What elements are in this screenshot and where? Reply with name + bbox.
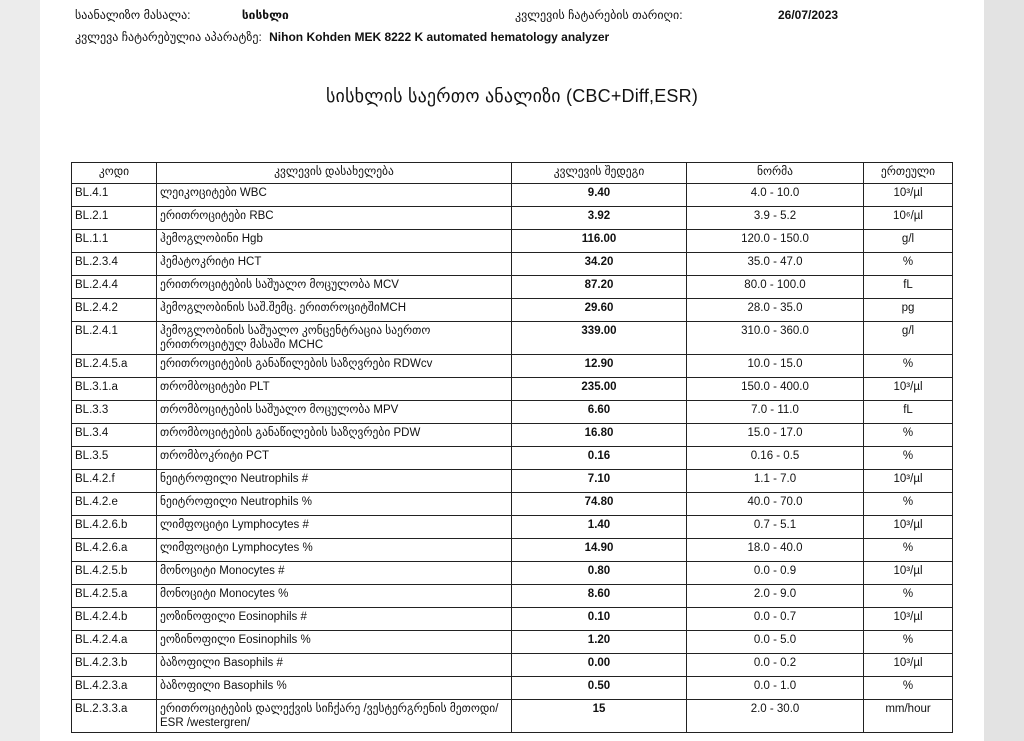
table-row bbox=[72, 447, 953, 470]
cell-norm: 0.0 - 5.0 bbox=[687, 631, 864, 654]
cell-norm: 150.0 - 400.0 bbox=[687, 378, 864, 401]
cell-result: 87.20 bbox=[512, 276, 687, 299]
cell-norm: 120.0 - 150.0 bbox=[687, 230, 864, 253]
report-title: სისხლის საერთო ანალიზი (CBC+Diff,ESR) bbox=[325, 86, 699, 106]
date-label: კვლევის ჩატარების თარიღი: bbox=[515, 8, 683, 22]
cell-norm: 0.0 - 0.2 bbox=[687, 654, 864, 677]
col-header-unit: ერთეული bbox=[864, 163, 953, 184]
date-value-wrap bbox=[778, 8, 838, 22]
cell-code: BL.3.5 bbox=[72, 447, 157, 470]
cell-code: BL.3.1.a bbox=[72, 378, 157, 401]
cell-code: BL.1.1 bbox=[72, 230, 157, 253]
table-row bbox=[72, 516, 953, 539]
cell-unit: % bbox=[864, 355, 953, 378]
cell-unit: % bbox=[864, 631, 953, 654]
table-row bbox=[72, 299, 953, 322]
cell-result: 116.00 bbox=[512, 230, 687, 253]
date-value: 26/07/2023 bbox=[778, 8, 839, 22]
cell-code: BL.4.2.5.a bbox=[72, 585, 157, 608]
cell-result: 0.10 bbox=[512, 608, 687, 631]
device-value: Nihon Kohden MEK 8222 K automated hematology analyzer bbox=[269, 30, 610, 44]
col-header-result: კვლევის შედეგი bbox=[512, 163, 687, 184]
cell-result: 0.80 bbox=[512, 562, 687, 585]
cell-norm: 28.0 - 35.0 bbox=[687, 299, 864, 322]
cell-norm: 0.16 - 0.5 bbox=[687, 447, 864, 470]
cell-code: BL.4.2.5.b bbox=[72, 562, 157, 585]
table-header-row bbox=[72, 163, 953, 184]
device-label: კვლევა ჩატარებულია აპარატზე: bbox=[75, 30, 262, 44]
cell-code: BL.2.4.5.a bbox=[72, 355, 157, 378]
table-row bbox=[72, 378, 953, 401]
cell-code: BL.4.2.6.a bbox=[72, 539, 157, 562]
cell-result: 6.60 bbox=[512, 401, 687, 424]
cell-code: BL.2.4.2 bbox=[72, 299, 157, 322]
cell-unit: 10³/µl bbox=[864, 378, 953, 401]
cell-norm: 2.0 - 30.0 bbox=[687, 700, 864, 733]
cell-norm: 0.0 - 0.9 bbox=[687, 562, 864, 585]
material-value: სისხლი bbox=[241, 8, 289, 22]
cell-code: BL.2.4.1 bbox=[72, 322, 157, 355]
cell-unit: % bbox=[864, 677, 953, 700]
cell-code: BL.4.2.3.a bbox=[72, 677, 157, 700]
cell-test-name: მონოციტი Monocytes % bbox=[157, 585, 512, 608]
cell-unit: 10⁶/µl bbox=[864, 207, 953, 230]
cell-norm: 4.0 - 10.0 bbox=[687, 184, 864, 207]
cell-result: 16.80 bbox=[512, 424, 687, 447]
cell-result: 7.10 bbox=[512, 470, 687, 493]
cell-test-name: ბაზოფილი Basophils # bbox=[157, 654, 512, 677]
cell-test-name: ჰემოგლობინის საშუალო კონცენტრაცია საერთო ერითროციტულ მასაში MCHC bbox=[157, 322, 512, 355]
cell-norm: 2.0 - 9.0 bbox=[687, 585, 864, 608]
cell-unit: 10³/µl bbox=[864, 184, 953, 207]
cell-norm: 310.0 - 360.0 bbox=[687, 322, 864, 355]
table-row bbox=[72, 677, 953, 700]
date-line bbox=[515, 8, 683, 22]
cell-test-name: ჰემოგლობინი Hgb bbox=[157, 230, 512, 253]
cell-unit: % bbox=[864, 585, 953, 608]
col-header-code: კოდი bbox=[72, 163, 157, 184]
cell-norm: 18.0 - 40.0 bbox=[687, 539, 864, 562]
cell-code: BL.4.2.4.b bbox=[72, 608, 157, 631]
cell-unit: fL bbox=[864, 276, 953, 299]
table-row bbox=[72, 493, 953, 516]
cell-test-name: ერითროციტების დალექვის სიჩქარე /ვესტერგრენის მეთოდი/ ESR /westergren/ bbox=[157, 700, 512, 733]
cell-code: BL.4.2.4.a bbox=[72, 631, 157, 654]
cell-norm: 10.0 - 15.0 bbox=[687, 355, 864, 378]
cell-result: 74.80 bbox=[512, 493, 687, 516]
cell-code: BL.4.2.3.b bbox=[72, 654, 157, 677]
cell-result: 1.20 bbox=[512, 631, 687, 654]
table-row bbox=[72, 539, 953, 562]
cell-unit: % bbox=[864, 424, 953, 447]
cell-code: BL.4.2.e bbox=[72, 493, 157, 516]
cell-result: 34.20 bbox=[512, 253, 687, 276]
report-page bbox=[40, 0, 984, 741]
cell-unit: mm/hour bbox=[864, 700, 953, 733]
cell-result: 0.16 bbox=[512, 447, 687, 470]
cell-norm: 0.0 - 1.0 bbox=[687, 677, 864, 700]
table-row bbox=[72, 562, 953, 585]
cell-test-name: ლიმფოციტი Lymphocytes # bbox=[157, 516, 512, 539]
table-row bbox=[72, 253, 953, 276]
cell-unit: 10³/µl bbox=[864, 470, 953, 493]
cell-test-name: ეოზინოფილი Eosinophils # bbox=[157, 608, 512, 631]
cell-result: 29.60 bbox=[512, 299, 687, 322]
table-row bbox=[72, 401, 953, 424]
cell-unit: pg bbox=[864, 299, 953, 322]
cell-test-name: ნეიტროფილი Neutrophils % bbox=[157, 493, 512, 516]
cell-test-name: მონოციტი Monocytes # bbox=[157, 562, 512, 585]
table-row bbox=[72, 631, 953, 654]
cell-code: BL.2.4.4 bbox=[72, 276, 157, 299]
table-row bbox=[72, 608, 953, 631]
cell-test-name: ლეიკოციტები WBC bbox=[157, 184, 512, 207]
cell-result: 9.40 bbox=[512, 184, 687, 207]
cell-result: 14.90 bbox=[512, 539, 687, 562]
device-line bbox=[75, 30, 609, 44]
material-line bbox=[75, 8, 289, 22]
cell-norm: 15.0 - 17.0 bbox=[687, 424, 864, 447]
cell-code: BL.3.4 bbox=[72, 424, 157, 447]
cell-result: 3.92 bbox=[512, 207, 687, 230]
cell-norm: 0.7 - 5.1 bbox=[687, 516, 864, 539]
table-row bbox=[72, 230, 953, 253]
material-label: საანალიზო მასალა: bbox=[75, 8, 191, 22]
table-row bbox=[72, 355, 953, 378]
table-row bbox=[72, 700, 953, 733]
cell-code: BL.2.1 bbox=[72, 207, 157, 230]
cell-unit: 10³/µl bbox=[864, 654, 953, 677]
cell-unit: % bbox=[864, 253, 953, 276]
cell-code: BL.2.3.4 bbox=[72, 253, 157, 276]
cell-norm: 3.9 - 5.2 bbox=[687, 207, 864, 230]
cell-test-name: ერითროციტების საშუალო მოცულობა MCV bbox=[157, 276, 512, 299]
cell-unit: fL bbox=[864, 401, 953, 424]
table-body bbox=[72, 184, 953, 733]
cell-code: BL.4.2.f bbox=[72, 470, 157, 493]
cell-result: 0.00 bbox=[512, 654, 687, 677]
cell-result: 1.40 bbox=[512, 516, 687, 539]
cell-unit: 10³/µl bbox=[864, 608, 953, 631]
cell-result: 0.50 bbox=[512, 677, 687, 700]
cell-unit: % bbox=[864, 539, 953, 562]
cell-norm: 7.0 - 11.0 bbox=[687, 401, 864, 424]
cell-norm: 35.0 - 47.0 bbox=[687, 253, 864, 276]
cell-test-name: ერითროციტების განაწილების საზღვრები RDWcv bbox=[157, 355, 512, 378]
cell-result: 339.00 bbox=[512, 322, 687, 355]
cell-unit: g/l bbox=[864, 230, 953, 253]
table-row bbox=[72, 470, 953, 493]
cell-norm: 0.0 - 0.7 bbox=[687, 608, 864, 631]
cell-code: BL.4.2.6.b bbox=[72, 516, 157, 539]
col-header-name: კვლევის დასახელება bbox=[157, 163, 512, 184]
cell-test-name: ეოზინოფილი Eosinophils % bbox=[157, 631, 512, 654]
cell-result: 8.60 bbox=[512, 585, 687, 608]
table-row bbox=[72, 276, 953, 299]
table-row bbox=[72, 424, 953, 447]
table-row bbox=[72, 654, 953, 677]
results-table bbox=[71, 162, 953, 733]
cell-unit: % bbox=[864, 493, 953, 516]
cell-unit: g/l bbox=[864, 322, 953, 355]
cell-norm: 1.1 - 7.0 bbox=[687, 470, 864, 493]
cell-unit: % bbox=[864, 447, 953, 470]
viewer-right-margin bbox=[984, 0, 1024, 741]
cell-result: 12.90 bbox=[512, 355, 687, 378]
cell-code: BL.4.1 bbox=[72, 184, 157, 207]
cell-test-name: თრომბოციტების განაწილების საზღვრები PDW bbox=[157, 424, 512, 447]
cell-norm: 80.0 - 100.0 bbox=[687, 276, 864, 299]
cell-code: BL.3.3 bbox=[72, 401, 157, 424]
cell-unit: 10³/µl bbox=[864, 562, 953, 585]
cell-test-name: ლიმფოციტი Lymphocytes % bbox=[157, 539, 512, 562]
cell-test-name: ჰემოგლობინის საშ.შემც. ერითროციტშიMCH bbox=[157, 299, 512, 322]
cell-test-name: ერითროციტები RBC bbox=[157, 207, 512, 230]
cell-test-name: თრომბოციტების საშუალო მოცულობა MPV bbox=[157, 401, 512, 424]
cell-test-name: ბაზოფილი Basophils % bbox=[157, 677, 512, 700]
cell-test-name: ნეიტროფილი Neutrophils # bbox=[157, 470, 512, 493]
table-row bbox=[72, 322, 953, 355]
col-header-norm: ნორმა bbox=[687, 163, 864, 184]
table-row bbox=[72, 184, 953, 207]
cell-test-name: თრომბოკრიტი PCT bbox=[157, 447, 512, 470]
cell-result: 235.00 bbox=[512, 378, 687, 401]
table-row bbox=[72, 585, 953, 608]
cell-norm: 40.0 - 70.0 bbox=[687, 493, 864, 516]
cell-result: 15 bbox=[512, 700, 687, 733]
cell-unit: 10³/µl bbox=[864, 516, 953, 539]
cell-code: BL.2.3.3.a bbox=[72, 700, 157, 733]
cell-test-name: თრომბოციტები PLT bbox=[157, 378, 512, 401]
table-row bbox=[72, 207, 953, 230]
cell-test-name: ჰემატოკრიტი HCT bbox=[157, 253, 512, 276]
